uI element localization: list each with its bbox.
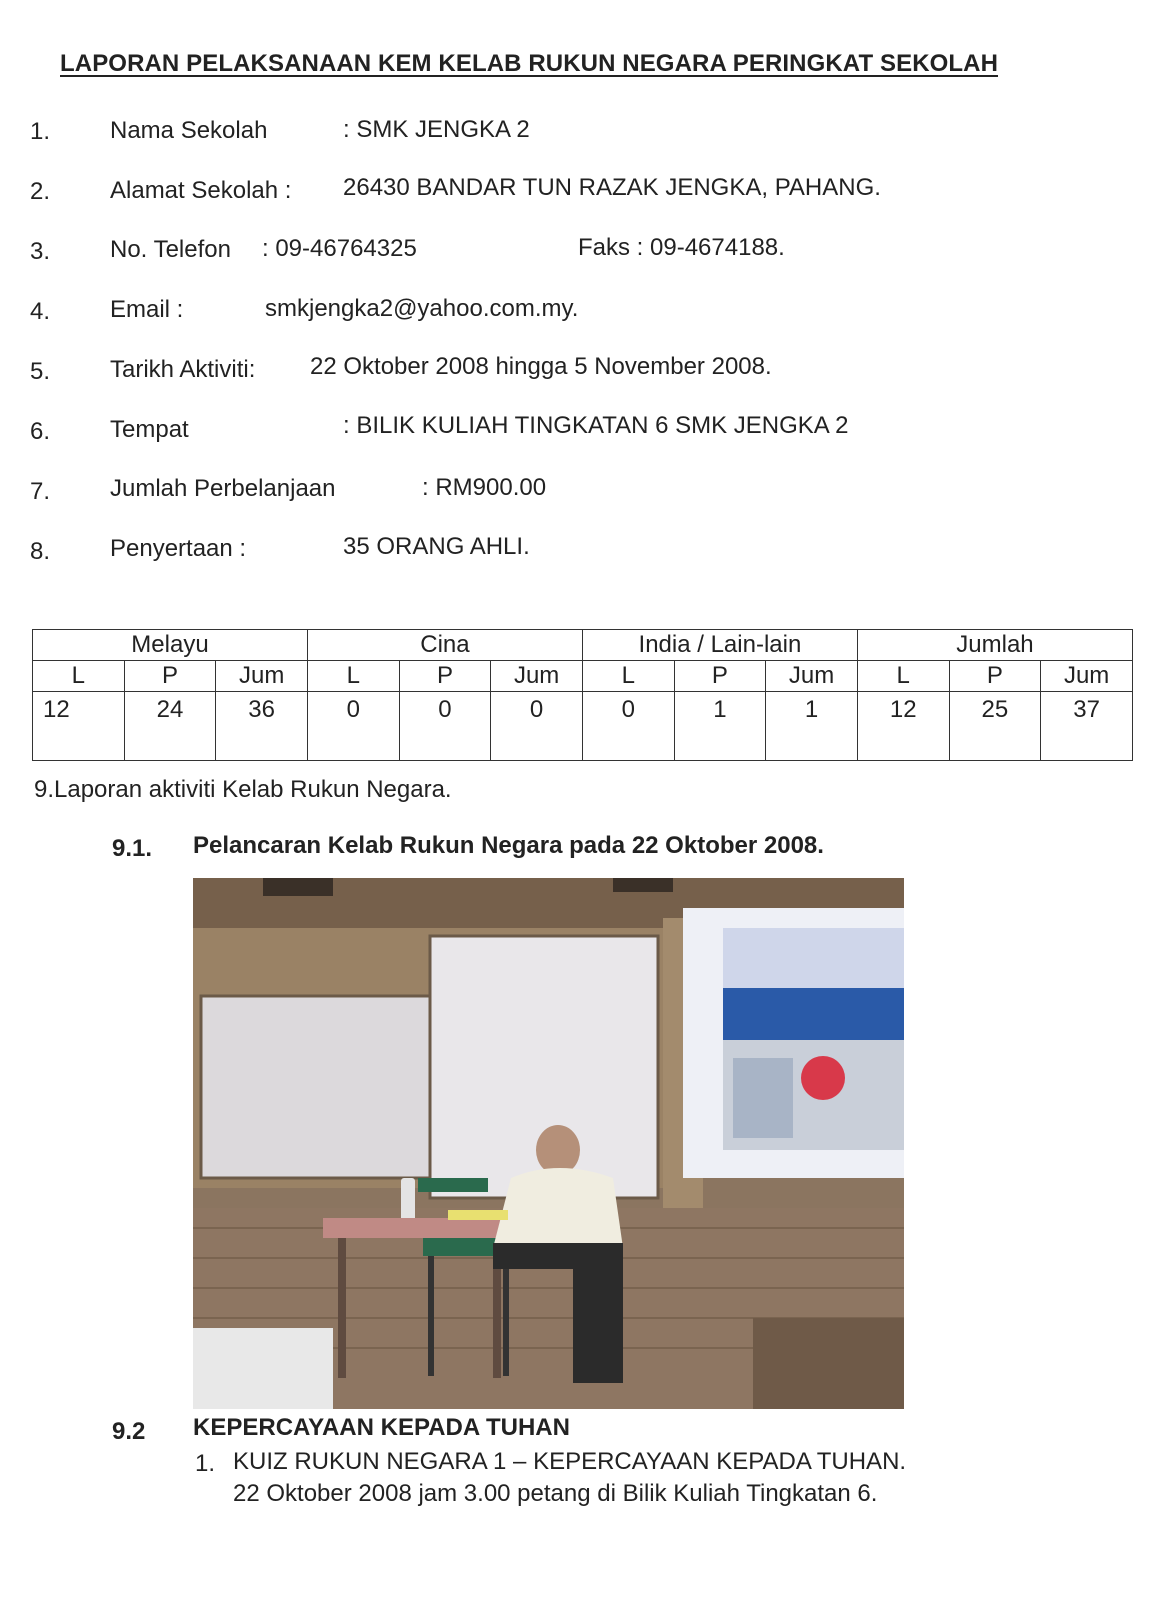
item-number-7: 7. bbox=[30, 478, 51, 505]
item-value-alamat-sekolah: 26430 BANDAR TUN RAZAK JENGKA, PAHANG. bbox=[343, 174, 881, 201]
group-header-india: India / Lain-lain bbox=[582, 630, 857, 661]
jumlah-l-cell: 12 bbox=[857, 692, 949, 761]
subheader-jum: Jum bbox=[766, 661, 858, 692]
group-header-melayu: Melayu bbox=[33, 630, 308, 661]
india-l-cell: 0 bbox=[582, 692, 674, 761]
item-number-4: 4. bbox=[30, 298, 51, 325]
subheader-l: L bbox=[857, 661, 949, 692]
table-row bbox=[33, 692, 1133, 761]
item-value-email: smkjengka2@yahoo.com.my. bbox=[265, 295, 579, 322]
group-header-cina: Cina bbox=[307, 630, 582, 661]
table-group-header-row bbox=[33, 630, 1133, 661]
item-label-perbelanjaan: Jumlah Perbelanjaan bbox=[110, 475, 336, 502]
subsection-9-2-number: 9.2 bbox=[112, 1418, 146, 1445]
melayu-l-cell: 12 bbox=[33, 692, 125, 761]
jumlah-jum-cell: 37 bbox=[1041, 692, 1133, 761]
report-title: LAPORAN PELAKSANAAN KEM KELAB RUKUN NEGARA PERINGKAT SEKOLAH bbox=[60, 50, 999, 77]
item-label-telefon: No. Telefon bbox=[110, 236, 231, 263]
item-number-5: 5. bbox=[30, 358, 51, 385]
subheader-l: L bbox=[33, 661, 125, 692]
subsection-9-2-title: KEPERCAYAAN KEPADA TUHAN bbox=[193, 1414, 570, 1441]
item-label-tarikh: Tarikh Aktiviti: bbox=[110, 356, 256, 383]
item-number-1: 1. bbox=[30, 118, 51, 145]
subheader-p: P bbox=[949, 661, 1041, 692]
subsection-9-1-title: Pelancaran Kelab Rukun Negara pada 22 Oktober 2008. bbox=[193, 832, 824, 859]
item-label-penyertaan: Penyertaan : bbox=[110, 535, 247, 562]
item-number-3: 3. bbox=[30, 238, 51, 265]
item-value-faks: Faks : 09-4674188. bbox=[578, 234, 785, 261]
subheader-jum: Jum bbox=[216, 661, 308, 692]
list-item-number: 1. bbox=[195, 1450, 216, 1477]
list-item-line-1: KUIZ RUKUN NEGARA 1 – KEPERCAYAAN KEPADA TUHAN. bbox=[233, 1448, 907, 1475]
subheader-l: L bbox=[307, 661, 399, 692]
subsection-9-1-number: 9.1. bbox=[112, 835, 153, 862]
item-number-8: 8. bbox=[30, 538, 51, 565]
india-jum-cell: 1 bbox=[766, 692, 858, 761]
cina-p-cell: 0 bbox=[399, 692, 491, 761]
jumlah-p-cell: 25 bbox=[949, 692, 1041, 761]
subheader-jum: Jum bbox=[1041, 661, 1133, 692]
photo-illustration bbox=[193, 878, 904, 1409]
item-label-nama-sekolah: Nama Sekolah bbox=[110, 117, 268, 144]
table-subheader-row bbox=[33, 661, 1133, 692]
subheader-p: P bbox=[124, 661, 216, 692]
subheader-p: P bbox=[399, 661, 491, 692]
list-item-line-2: 22 Oktober 2008 jam 3.00 petang di Bilik Kuliah Tingkatan 6. bbox=[233, 1480, 878, 1507]
item-number-6: 6. bbox=[30, 418, 51, 445]
item-label-alamat-sekolah: Alamat Sekolah : bbox=[110, 177, 292, 204]
subheader-l: L bbox=[582, 661, 674, 692]
item-number-2: 2. bbox=[30, 178, 51, 205]
item-value-penyertaan: 35 ORANG AHLI. bbox=[343, 533, 530, 560]
section-9-heading: 9.Laporan aktiviti Kelab Rukun Negara. bbox=[34, 776, 452, 803]
group-header-jumlah: Jumlah bbox=[857, 630, 1132, 661]
india-p-cell: 1 bbox=[674, 692, 766, 761]
item-label-tempat: Tempat bbox=[110, 416, 189, 443]
cina-jum-cell: 0 bbox=[491, 692, 583, 761]
launch-event-photo bbox=[193, 878, 904, 1409]
subheader-p: P bbox=[674, 661, 766, 692]
melayu-p-cell: 24 bbox=[124, 692, 216, 761]
item-label-email: Email : bbox=[110, 296, 184, 323]
item-value-tarikh: 22 Oktober 2008 hingga 5 November 2008. bbox=[310, 353, 772, 380]
melayu-jum-cell: 36 bbox=[216, 692, 308, 761]
participation-table bbox=[32, 629, 1133, 761]
item-value-telefon: : 09-46764325 bbox=[262, 235, 417, 262]
subheader-jum: Jum bbox=[491, 661, 583, 692]
cina-l-cell: 0 bbox=[307, 692, 399, 761]
item-value-perbelanjaan: : RM900.00 bbox=[422, 474, 547, 501]
item-value-nama-sekolah: : SMK JENGKA 2 bbox=[343, 116, 530, 143]
item-value-tempat: : BILIK KULIAH TINGKATAN 6 SMK JENGKA 2 bbox=[343, 412, 849, 439]
